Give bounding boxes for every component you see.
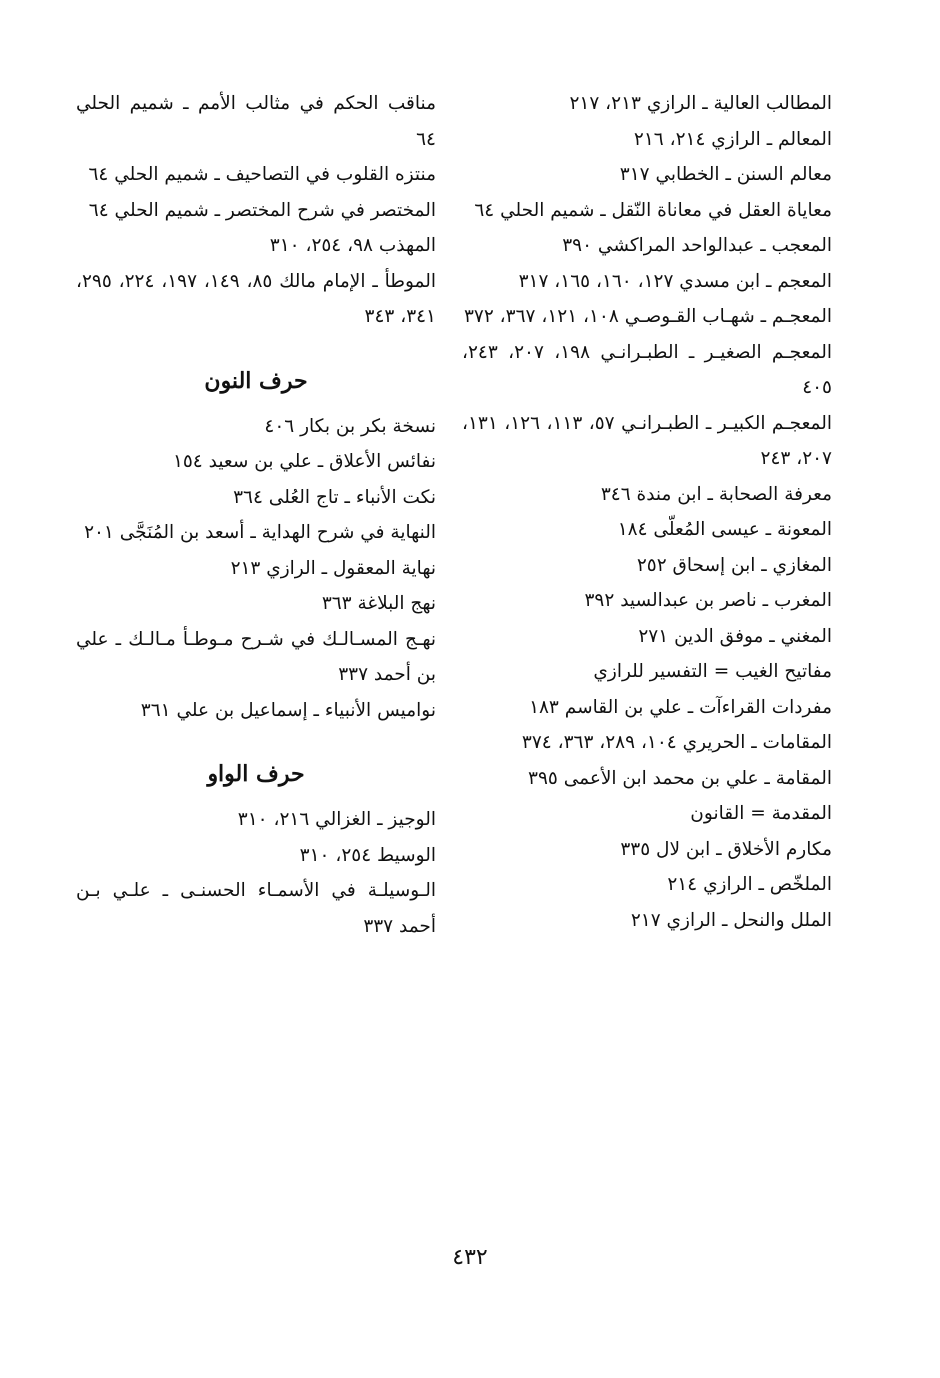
section-heading-nun: حرف النون <box>204 367 308 394</box>
index-entry: المعجـم ـ شهـاب القـوصـي ١٠٨، ١٢١، ٣٦٧، ٣٧٢ <box>463 306 832 327</box>
index-entry: نواميس الأنبياء ـ إسماعيل بن علي ٣٦١ <box>140 699 436 721</box>
index-entry: الملخّص ـ الرازي ٢١٤ <box>667 874 832 895</box>
index-column-right <box>462 86 832 938</box>
index-entry: المطالب العالية ـ الرازي ٢١٣، ٢١٧ <box>569 93 832 114</box>
index-entry: الوجيز ـ الغزالي ٢١٦، ٣١٠ <box>237 809 436 830</box>
index-entry: المختصر في شرح المختصر ـ شميم الحلي ٦٤ <box>88 199 436 221</box>
index-entry: نهاية المعقول ـ الرازي ٢١٣ <box>230 557 436 579</box>
index-entry: نهـج المسـالـك في شـرح مـوطـأ مـالـك ـ علي بن أحمد ٣٣٧ <box>76 628 436 685</box>
index-entry: النهاية في شرح الهداية ـ أسعد بن المُنَجَّى ٢٠١ <box>84 522 436 543</box>
index-entry: نكت الأنباء ـ تاج العُلى ٣٦٤ <box>233 486 436 508</box>
index-entry: المقامات ـ الحريري ١٠٤، ٢٨٩، ٣٦٣، ٣٧٤ <box>521 732 832 753</box>
index-entry: معاياة العقل في معاناة النّقل ـ شميم الحلي ٦٤ <box>474 199 832 221</box>
index-entry: الموطأ ـ الإمام مالك ٨٥، ١٤٩، ١٩٧، ٢٢٤، ٢٩٥، ٣٤١، ٣٤٣ <box>76 270 436 327</box>
index-entry: المغني ـ موفق الدين ٢٧١ <box>638 625 832 647</box>
index-entry: المعونة ـ عيسى المُعلّى ١٨٤ <box>617 519 832 540</box>
index-entry: نسخة بكر بن بكار ٤٠٦ <box>264 415 436 437</box>
index-entry: نهج البلاغة ٣٦٣ <box>321 593 436 614</box>
index-entry: مناقب الحكم في مثالب الأمم ـ شميم الحلي ٦٤ <box>76 93 436 150</box>
index-entry: مفاتيح الغيب = التفسير للرازي <box>593 661 832 682</box>
index-entry: الـوسيلـة في الأسمـاء الحسنـى ـ علـي بـن أحمد ٣٣٧ <box>76 880 436 937</box>
index-entry: معالم السنن ـ الخطابي ٣١٧ <box>619 164 832 185</box>
index-entry: المعجـم الصغيـر ـ الطبـرانـي ١٩٨، ٢٠٧، ٢٤٣، ٤٠٥ <box>462 341 833 398</box>
index-entry: نفائس الأعلاق ـ علي بن سعيد ١٥٤ <box>172 451 436 472</box>
index-entry: المعجم ـ ابن مسدي ١٢٧، ١٦٠، ١٦٥، ٣١٧ <box>518 270 832 292</box>
index-entry: معرفة الصحابة ـ ابن مندة ٣٤٦ <box>600 483 832 505</box>
index-entry: الوسيط ٢٥٤، ٣١٠ <box>299 844 436 866</box>
index-entry: مكارم الأخلاق ـ ابن لال ٣٣٥ <box>620 838 832 860</box>
index-entry: المهذب ٩٨، ٢٥٤، ٣١٠ <box>269 235 436 256</box>
index-entry: المعجـم الكبيـر ـ الطبـرانـي ٥٧، ١١٣، ١٢٦، ١٣١، ٢٠٧، ٢٤٣ <box>462 412 833 469</box>
index-entry: المقدمة = القانون <box>690 803 832 824</box>
index-entry: المعالم ـ الرازي ٢١٤، ٢١٦ <box>633 128 832 150</box>
index-entry: المغرب ـ ناصر بن عبدالسيد ٣٩٢ <box>584 590 832 611</box>
index-entry: مفردات القراءآت ـ علي بن القاسم ١٨٣ <box>529 696 832 718</box>
index-column-left <box>76 86 436 944</box>
page-number: ٤٣٢ <box>452 1245 488 1270</box>
index-entry: المغازي ـ ابن إسحاق ٢٥٢ <box>636 554 832 576</box>
index-entry: الملل والنحل ـ الرازي ٢١٧ <box>630 909 832 931</box>
index-entry: المقامة ـ علي بن محمد ابن الأعمى ٣٩٥ <box>528 767 832 789</box>
section-heading-waw: حرف الواو <box>207 761 305 787</box>
index-entry: منتزه القلوب في التصاحيف ـ شميم الحلي ٦٤ <box>88 164 436 185</box>
index-entry: المعجب ـ عبدالواحد المراكشي ٣٩٠ <box>562 235 832 256</box>
